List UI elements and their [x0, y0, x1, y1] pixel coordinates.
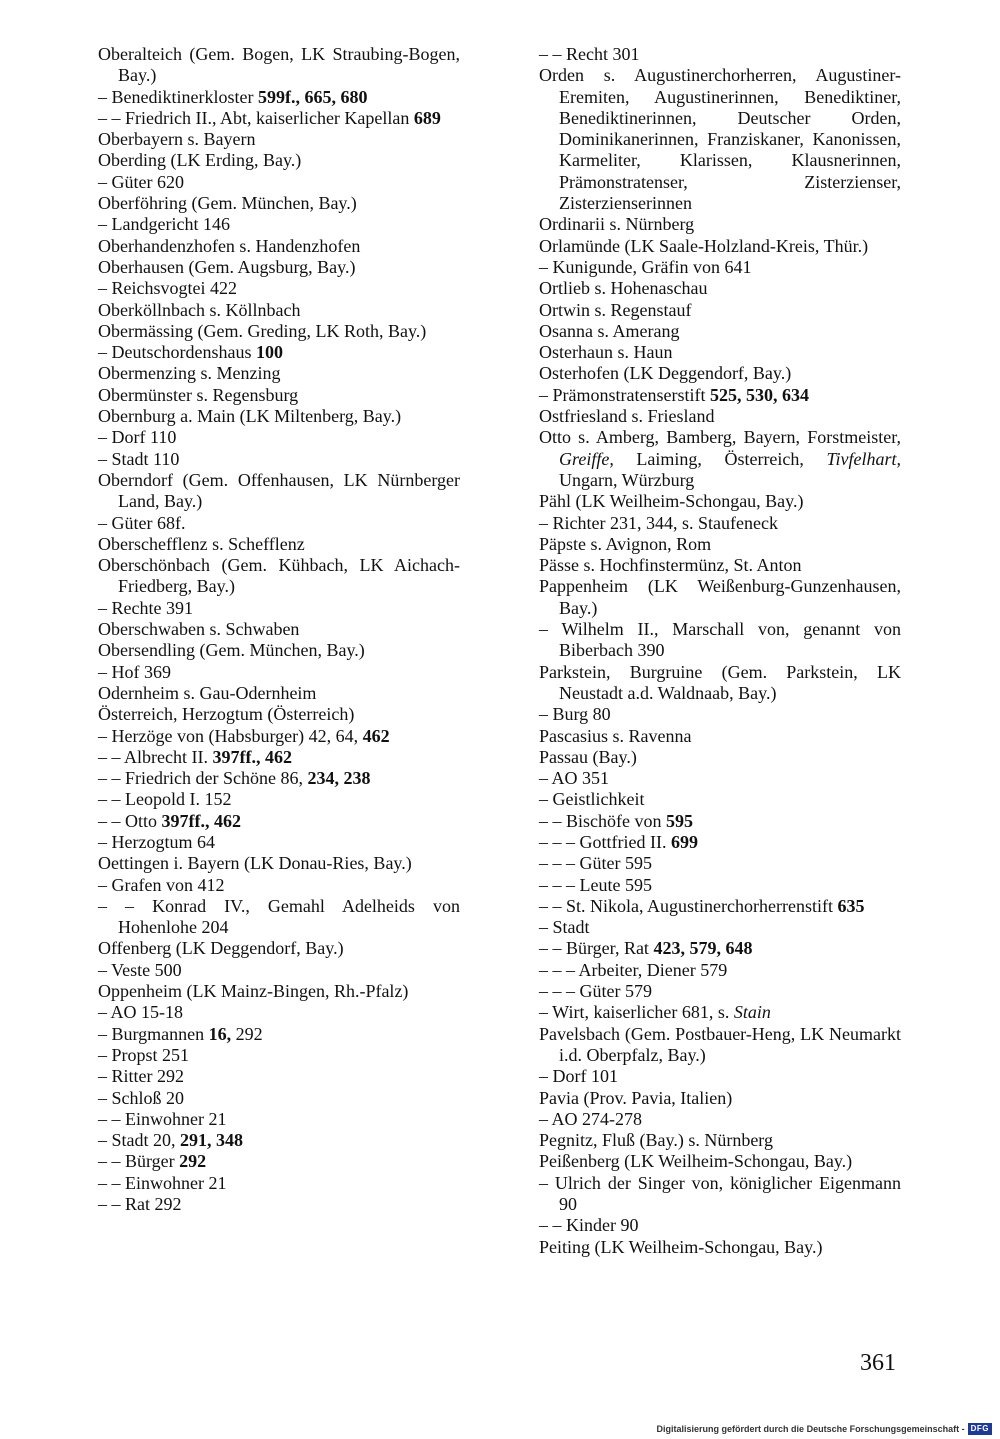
- index-entry: Oberding (LK Erding, Bay.): [98, 150, 302, 171]
- index-entry: Parkstein, Burgruine (Gem. Parkstein, LK Neustadt a.d. Waldnaab, Bay.): [539, 661, 901, 703]
- index-entry: – AO 351: [539, 768, 610, 789]
- index-entry: Oberndorf (Gem. Offenhausen, LK Nürnberger Land, Bay.): [98, 469, 460, 512]
- index-entry: Ortwin s. Regenstauf: [539, 299, 692, 320]
- index-entry: – – – Güter 579: [539, 981, 652, 1002]
- index-entry: – – Otto 397ff., 462: [98, 810, 242, 831]
- index-entry: Oppenheim (LK Mainz-Bingen, Rh.-Pfalz): [98, 981, 409, 1002]
- index-entry: Oberschönbach (Gem. Kühbach, LK Aichach-Friedberg, Bay.): [98, 555, 460, 597]
- index-entry: – Landgericht 146: [98, 214, 230, 235]
- index-entry: Pavelsbach (Gem. Postbauer-Heng, LK Neumarkt i.d. Oberpfalz, Bay.): [539, 1023, 901, 1065]
- index-entry: Oberföhring (Gem. München, Bay.): [98, 193, 357, 214]
- index-entry: – Hof 369: [98, 661, 171, 682]
- index-entry: – Güter 68f.: [98, 512, 186, 533]
- index-entry: – Stadt 20, 291, 348: [98, 1130, 244, 1151]
- index-entry: – – – Gottfried II. 699: [539, 831, 698, 852]
- dfg-logo: DFG: [968, 1423, 992, 1435]
- index-entry: – – Bürger 292: [98, 1151, 207, 1172]
- index-entry: Päpste s. Avignon, Rom: [539, 533, 712, 554]
- index-entry: Ortlieb s. Hohenaschau: [539, 278, 708, 299]
- footer-credit: [657, 1423, 992, 1435]
- index-entry: Oberbayern s. Bayern: [98, 129, 256, 150]
- index-entry: – – – Arbeiter, Diener 579: [539, 959, 728, 980]
- index-entry: – Burgmannen 16, 292: [98, 1023, 263, 1044]
- index-entry: – – Kinder 90: [539, 1215, 639, 1236]
- index-entry: – Kunigunde, Gräfin von 641: [539, 256, 752, 277]
- index-entry: – Güter 620: [98, 171, 184, 192]
- index-entry: – Ritter 292: [98, 1066, 184, 1087]
- index-entry: – AO 15-18: [98, 1002, 183, 1023]
- index-entry: – Dorf 101: [539, 1066, 618, 1087]
- index-entry: Pavia (Prov. Pavia, Italien): [539, 1087, 733, 1108]
- index-entry: – Reichsvogtei 422: [98, 278, 237, 299]
- index-entry: Oberhausen (Gem. Augsburg, Bay.): [98, 256, 356, 277]
- index-entry: Osterhaun s. Haun: [539, 342, 673, 363]
- index-entry: Orlamünde (LK Saale-Holzland-Kreis, Thür.): [539, 235, 869, 256]
- index-entry: Peiting (LK Weilheim-Schongau, Bay.): [539, 1236, 823, 1257]
- index-entry: – – Bürger, Rat 423, 579, 648: [539, 938, 753, 959]
- index-entry: Passau (Bay.): [539, 746, 637, 767]
- index-entry: – AO 274-278: [539, 1108, 642, 1129]
- index-entry: – Wilhelm II., Marschall von, genannt von Biberbach 390: [539, 619, 901, 661]
- index-entry: – – – Leute 595: [539, 874, 652, 895]
- index-entry: Obersendling (Gem. München, Bay.): [98, 640, 365, 661]
- index-entry: Oberschefflenz s. Schefflenz: [98, 533, 305, 554]
- index-entry: – – – Güter 595: [539, 853, 652, 874]
- index-entry: – Veste 500: [98, 959, 182, 980]
- page-number: 361: [860, 1350, 896, 1376]
- index-entry: Ordinarii s. Nürnberg: [539, 214, 695, 235]
- index-entry: Ostfriesland s. Friesland: [539, 406, 715, 427]
- index-entry: Peißenberg (LK Weilheim-Schongau, Bay.): [539, 1151, 853, 1172]
- index-entry: – Dorf 110: [98, 427, 177, 448]
- index-entry: – – Einwohner 21: [98, 1172, 227, 1193]
- index-entry: – Wirt, kaiserlicher 681, s. Stain: [539, 1002, 771, 1023]
- index-entry: – – Leopold I. 152: [98, 789, 232, 810]
- index-entry: Orden s. Augustinerchorherren, Augustiner-Eremiten, Augustinerinnen, Benediktiner, Benediktinerinnen, Deutscher Orden, Dominikanerinnen, Franziskaner, Kanonissen, Karmeliter, Klarissen, Klausnerinnen, Prämonstratenser, Zisterzienser, Zisterzienserinnen: [539, 65, 901, 214]
- index-entry: Österreich, Herzogtum (Österreich): [98, 704, 355, 725]
- index-entry: – – Friedrich II., Abt, kaiserlicher Kapellan 689: [98, 107, 441, 128]
- index-entry: Obermenzing s. Menzing: [98, 363, 281, 384]
- index-entry: – – St. Nikola, Augustinerchorherrenstift 635: [539, 895, 865, 916]
- index-entry: Oberköllnbach s. Köllnbach: [98, 299, 301, 320]
- index-entry: Pappenheim (LK Weißenburg-Gunzenhausen, Bay.): [539, 576, 901, 618]
- index-column-right: [539, 44, 901, 1258]
- index-entry: Obermünster s. Regensburg: [98, 384, 299, 405]
- index-entry: Obermässing (Gem. Greding, LK Roth, Bay.): [98, 320, 427, 341]
- index-entry: Odernheim s. Gau-Odernheim: [98, 682, 317, 703]
- index-column-left: [98, 44, 460, 1215]
- index-entry: – Prämonstratenserstift 525, 530, 634: [539, 384, 809, 405]
- index-entry: – – Recht 301: [539, 44, 640, 64]
- index-entry: – Burg 80: [539, 704, 611, 725]
- index-entry: – Ulrich der Singer von, königlicher Eigenmann 90: [539, 1172, 901, 1215]
- index-entry: – – Rat 292: [98, 1194, 182, 1215]
- index-entry: Obernburg a. Main (LK Miltenberg, Bay.): [98, 406, 402, 427]
- index-entry: Oberschwaben s. Schwaben: [98, 619, 300, 640]
- index-entry: Pässe s. Hochfinstermünz, St. Anton: [539, 555, 802, 576]
- index-entry: – Deutschordenshaus 100: [98, 342, 283, 363]
- index-entry: – Rechte 391: [98, 597, 193, 618]
- index-entry: Osterhofen (LK Deggendorf, Bay.): [539, 363, 792, 384]
- index-entry: – – Konrad IV., Gemahl Adelheids von Hohenlohe 204: [98, 895, 460, 938]
- index-entry: Osanna s. Amerang: [539, 320, 680, 341]
- index-entry: – – Bischöfe von 595: [539, 810, 693, 831]
- index-entry: – Stadt: [539, 917, 590, 938]
- index-entry: Oberhandenzhofen s. Handenzhofen: [98, 235, 361, 256]
- index-entry: – Benediktinerkloster 599f., 665, 680: [98, 86, 368, 107]
- index-entry: – – Albrecht II. 397ff., 462: [98, 746, 292, 767]
- footer-text: Digitalisierung gefördert durch die Deutsche Forschungsgemeinschaft -: [656, 1424, 965, 1434]
- index-entry: – Richter 231, 344, s. Staufeneck: [539, 512, 778, 533]
- index-entry: Otto s. Amberg, Bamberg, Bayern, Forstmeister, Greiffe, Laiming, Österreich, Tivfelhart, Ungarn, Würzburg: [539, 427, 901, 490]
- index-entry: – Herzöge von (Habsburger) 42, 64, 462: [98, 725, 390, 746]
- index-entry: – Herzogtum 64: [98, 831, 215, 852]
- index-entry: – Stadt 110: [98, 448, 180, 469]
- index-entry: Pascasius s. Ravenna: [539, 725, 692, 746]
- index-entry: – – Einwohner 21: [98, 1108, 227, 1129]
- index-entry: – Grafen von 412: [98, 874, 225, 895]
- index-entry: Offenberg (LK Deggendorf, Bay.): [98, 938, 344, 959]
- index-entry: Pähl (LK Weilheim-Schongau, Bay.): [539, 491, 804, 512]
- index-entry: – Schloß 20: [98, 1087, 185, 1108]
- index-entry: Oettingen i. Bayern (LK Donau-Ries, Bay.): [98, 853, 412, 874]
- index-entry: Oberalteich (Gem. Bogen, LK Straubing-Bogen, Bay.): [98, 44, 460, 86]
- index-entry: – – Friedrich der Schöne 86, 234, 238: [98, 768, 371, 789]
- index-entry: – Geistlichkeit: [539, 789, 645, 810]
- index-entry: Pegnitz, Fluß (Bay.) s. Nürnberg: [539, 1130, 773, 1151]
- index-entry: – Propst 251: [98, 1044, 190, 1065]
